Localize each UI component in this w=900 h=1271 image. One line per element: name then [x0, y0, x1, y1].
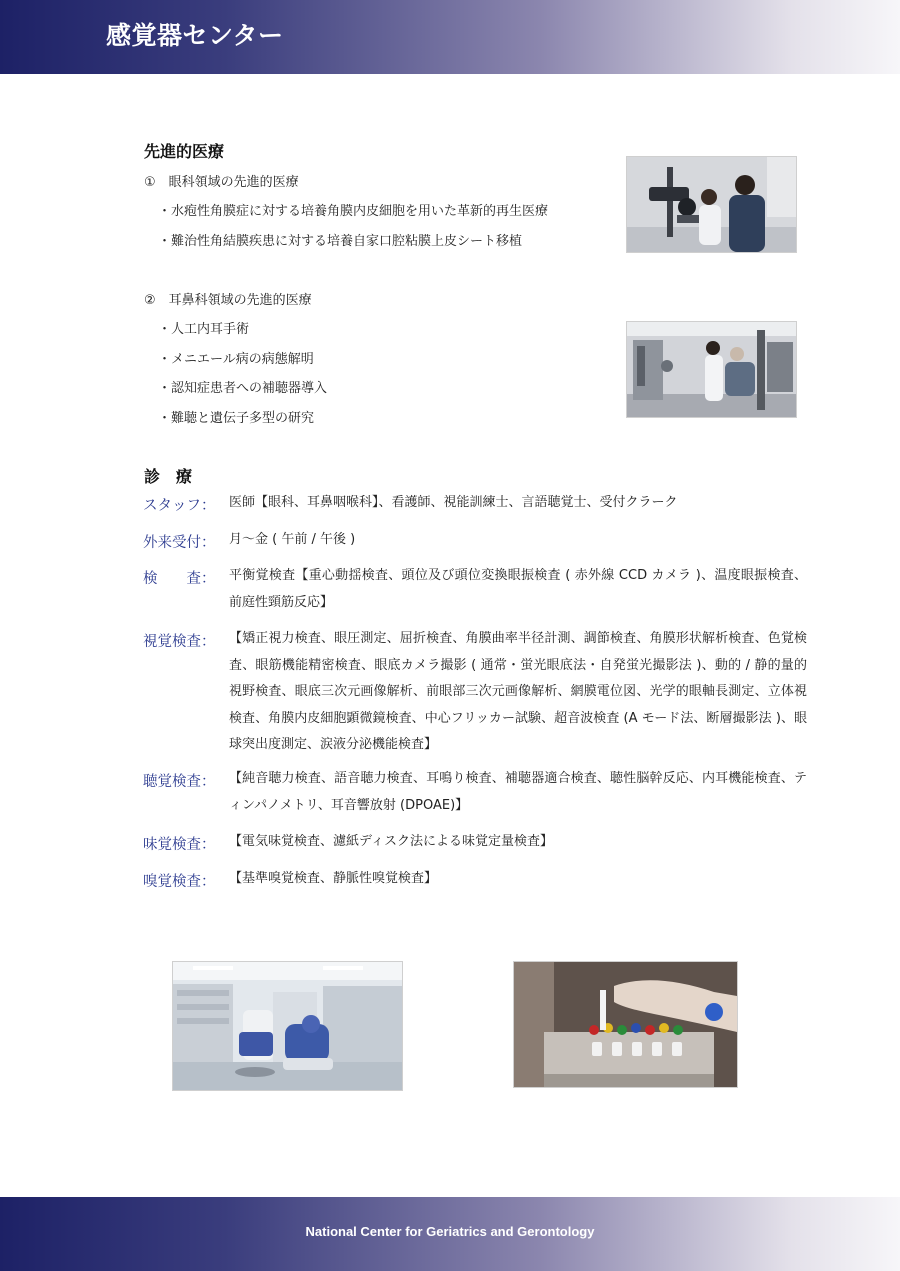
vision-text: 【矯正視力検査、眼圧測定、屈折検査、角膜曲率半径計測、調節検査、角膜形状解析検査、色覚検査、眼筋機能精密検査、眼底カメラ撮影 ( 通常・蛍光眼底法・自発蛍光撮影法 )、動的 / 静的量的視野検査、眼底三次元画像解析、前眼部三次元画像解析、網膜電位図、光学的眼軸長測定、立体視検査、角膜内皮細胞顕微鏡検査、中心フリッカー試験、超音波検査 (A モード法、断層撮影法 )、眼球突出度測定、涙液分泌機能検査】 [229, 631, 807, 752]
list-item: ・難聴と遺伝子多型の研究 [158, 411, 315, 426]
olfactory-test-photo [513, 961, 738, 1088]
taste-label: 味覚検査： [143, 837, 216, 853]
section-title-clinical: 診 療 [144, 467, 193, 486]
outpatient-label: 外来受付： [143, 535, 216, 551]
page-title: 感覚器センター [106, 21, 284, 50]
list-item: ・難治性角結膜疾患に対する培養自家口腔粘膜上皮シート移植 [158, 234, 523, 249]
eye-heading: ① 眼科領域の先進的医療 [144, 175, 299, 190]
exam-text: 平衡覚検査【重心動揺検査、頭位及び頭位変換眼振検査 ( 赤外線 CCD カメラ )、温度眼振検査、前庭性頸筋反応】 [229, 568, 807, 610]
outpatient-text: 月～金 ( 午前 / 午後 ) [229, 532, 356, 547]
smell-text: 【基準嗅覚検査、静脈性嗅覚検査】 [229, 871, 438, 886]
audiometry-room-photo [172, 961, 403, 1091]
footer-band [0, 1197, 900, 1271]
staff-text: 医師【眼科、耳鼻咽喉科】、看護師、視能訓練士、言語聴覚士、受付クラーク [229, 495, 678, 510]
ent-heading: ② 耳鼻科領域の先進的医療 [144, 293, 312, 308]
eye-exam-photo [626, 156, 797, 253]
section-title-advanced: 先進的医療 [144, 142, 225, 161]
staff-label: スタッフ： [143, 498, 216, 514]
taste-text: 【電気味覚検査、濾紙ディスク法による味覚定量検査】 [229, 834, 553, 849]
footer-organization-name: National Center for Geriatrics and Gerontology [305, 1224, 595, 1239]
smell-label: 嗅覚検査： [143, 874, 216, 890]
list-item: ・認知症患者への補聴器導入 [158, 381, 328, 396]
hearing-label: 聴覚検査： [143, 774, 216, 790]
list-item: ・水疱性角膜症に対する培養角膜内皮細胞を用いた革新的再生医療 [158, 204, 549, 219]
exam-label: 検 査： [143, 571, 216, 587]
hearing-text: 【純音聴力検査、語音聴力検査、耳鳴り検査、補聴器適合検査、聴性脳幹反応、内耳機能検査、ティンパノメトリ、耳音響放射 (DPOAE)】 [229, 771, 807, 813]
list-item: ・メニエール病の病態解明 [158, 352, 314, 367]
vision-label: 視覚検査： [143, 634, 216, 650]
list-item: ・人工内耳手術 [158, 322, 250, 337]
header-band [0, 0, 900, 74]
ent-clinic-photo [626, 321, 797, 418]
